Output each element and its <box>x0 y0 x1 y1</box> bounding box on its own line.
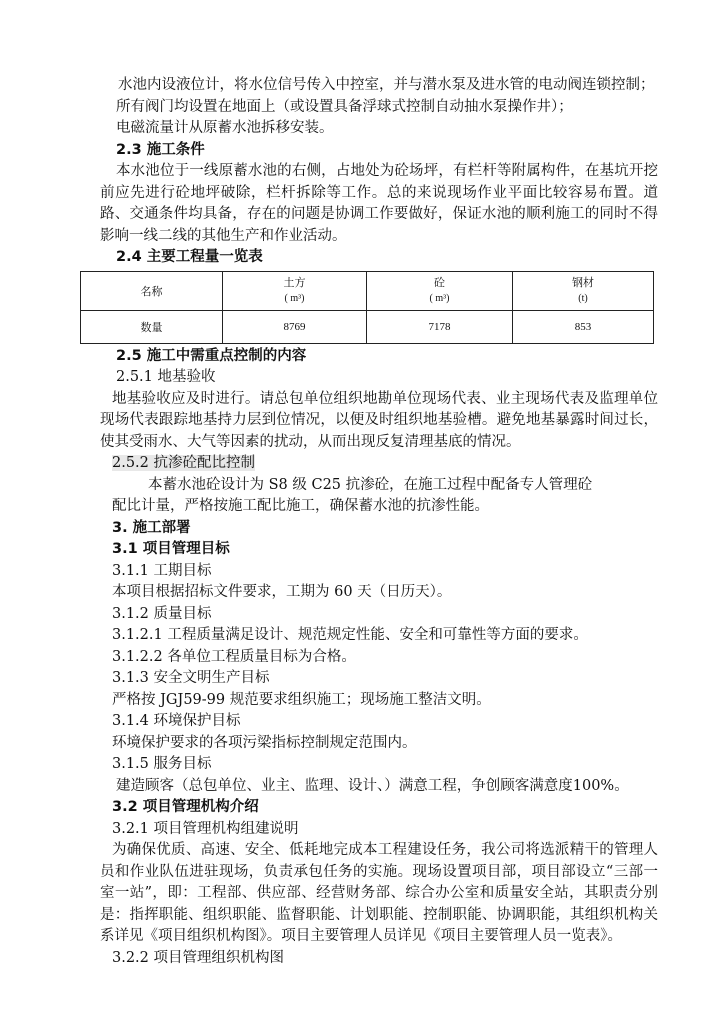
heading-2-3: 2.3 施工条件 <box>116 141 205 158</box>
document-page <box>100 75 658 969</box>
paragraph-environment-goal: 环境保护要求的各项污梁指标控制规定范围内。 <box>112 734 417 751</box>
table-cell-name: 数量 <box>81 310 223 343</box>
heading-2-5-1: 2.5.1 地基验收 <box>116 369 216 385</box>
paragraph-flowmeter: 电磁流量计从原蓄水池拆移安装。 <box>116 120 334 136</box>
heading-3-2: 3.2 项目管理机构介绍 <box>112 799 259 815</box>
heading-3-1: 3.1 项目管理目标 <box>112 541 230 557</box>
paragraph-safety-goal: 严格按 JGJ59-99 规范要求组织施工；现场施工整洁文明。 <box>112 691 491 708</box>
table-cell-concrete: 7178 <box>367 310 513 343</box>
table-header-row <box>81 271 654 310</box>
paragraph-quality-goal-1: 3.1.2.1 工程质量满足设计、规范规定性能、安全和可靠性等方面的要求。 <box>112 627 588 643</box>
heading-3-1-1: 3.1.1 工期目标 <box>112 562 212 579</box>
paragraph-valves: 所有阀门均设置在地面上（或设置具备浮球式控制自动抽水泵操作井）； <box>116 98 573 115</box>
paragraph-concrete-mix-2: 配比计量，严格按施工配比施工，确保蓄水池的抗渗性能。 <box>112 498 489 514</box>
table-cell-steel: 853 <box>513 310 654 343</box>
table-header-earthwork: 土方 ( m³) <box>223 271 367 310</box>
heading-2-5: 2.5 施工中需重点控制的内容 <box>116 347 307 364</box>
paragraph-concrete-mix-1: 本蓄水池砼设计为 S8 级 C25 抗渗砼，在施工过程中配备专人管理砼 <box>148 476 593 493</box>
heading-3-1-3: 3.1.3 安全文明生产目标 <box>112 670 270 686</box>
table-header-name: 名称 <box>81 271 223 310</box>
heading-2-5-2: 2.5.2 抗渗砼配比控制 <box>112 455 256 471</box>
table-cell-earthwork: 8769 <box>223 310 367 343</box>
paragraph-service-goal: 建造顾客（总包单位、业主、监理、设计、）满意工程，争创顾客满意度100%。 <box>116 777 629 794</box>
paragraph-organization: 为确保优质、高速、安全、低耗地完成本工程建设任务，我公司将选派精干的管理人员和作业队伍进驻现场，负责承包任务的实施。现场设置项目部，项目部设立“三部一室一站”，即：工程部、供应部、经营财务部、综合办公室和质量安全站，其职责分别是：指挥职能、组织职能、监督职能、计划职能、控制职能、协调职能，其组织机构关系详见《项目组织机构图》。项目主要管理人员详见《项目主要管理人员一览表》。 <box>100 842 658 944</box>
heading-3-1-4: 3.1.4 环境保护目标 <box>112 713 241 729</box>
table-header-steel: 钢材 (t) <box>513 271 654 310</box>
heading-3-1-2: 3.1.2 质量目标 <box>112 605 212 622</box>
quantities-table <box>80 271 654 344</box>
paragraph-quality-goal-2: 3.1.2.2 各单位工程质量目标为合格。 <box>112 648 356 665</box>
paragraph-schedule-goal: 本项目根据招标文件要求，工期为 60 天（日历天）。 <box>112 584 452 600</box>
heading-3-1-5: 3.1.5 服务目标 <box>112 756 212 772</box>
heading-3-2-1: 3.2.1 项目管理机构组建说明 <box>112 820 299 837</box>
paragraph-site-conditions: 本水池位于一线原蓄水池的右侧，占地处为砼场坪，有栏杆等附属构件，在基坑开挖前应先进行砼地坪破除，栏杆拆除等工作。总的来说现场作业平面比较容易布置。道路、交通条件均具备，存在的问题是协调工作要做好，保证水池的顺利施工的同时不得影响一线二线的其他生产和作业活动。 <box>100 163 658 244</box>
table-row <box>81 310 654 343</box>
heading-3-2-2: 3.2.2 项目管理组织机构图 <box>112 949 285 966</box>
heading-2-4: 2.4 主要工程量一览表 <box>116 249 263 265</box>
table-header-concrete: 砼 ( m³) <box>367 271 513 310</box>
paragraph-foundation-acceptance: 地基验收应及时进行。请总包单位组织地勘单位现场代表、业主现场代表及监理单位现场代表跟踪地基持力层到位情况，以便及时组织地基验槽。避免地基暴露时间过长，使其受雨水、大气等因素的扰动，从而出现反复清理基底的情况。 <box>100 390 658 450</box>
heading-3: 3. 施工部署 <box>112 519 191 536</box>
paragraph-level-sensor: 水池内设液位计，将水位信号传入中控室，并与潜水泵及进水管的电动阀连锁控制； <box>118 77 655 93</box>
